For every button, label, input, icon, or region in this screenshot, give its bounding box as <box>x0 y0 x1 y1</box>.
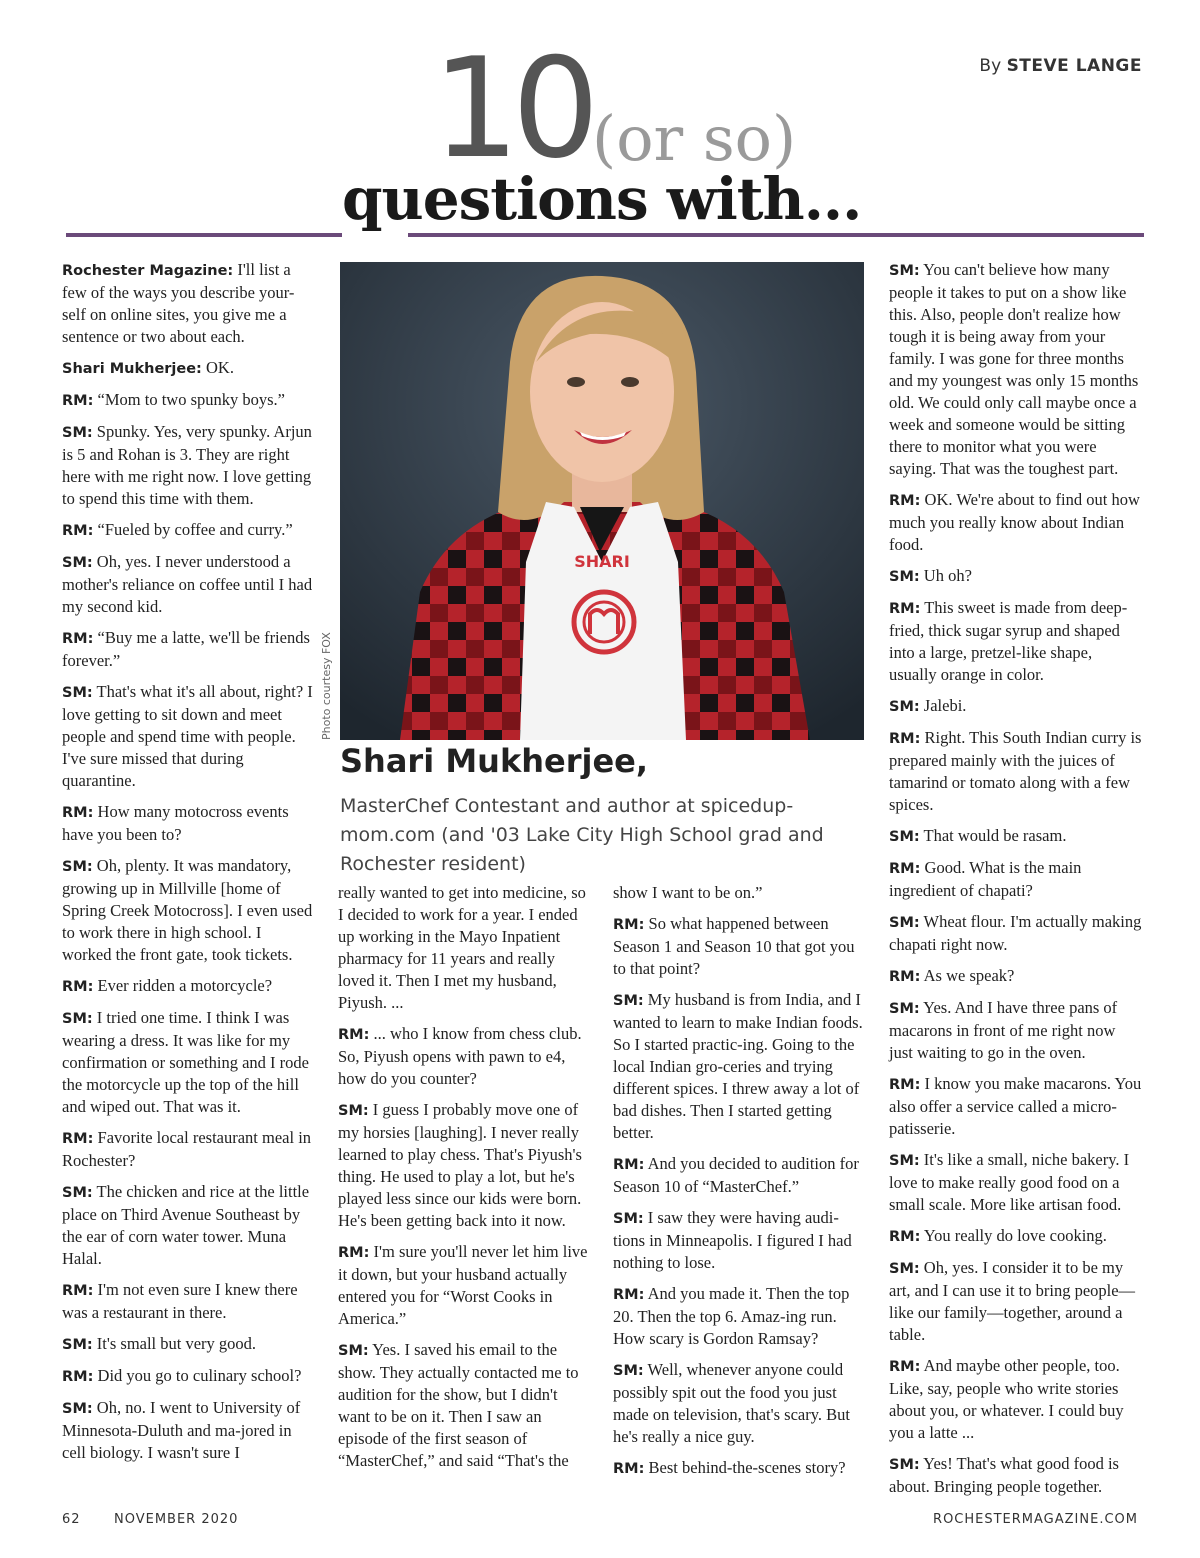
qa-paragraph <box>889 825 1143 848</box>
qa-paragraph <box>889 695 1143 718</box>
qa-text: Best behind-the-scenes story? <box>644 1458 846 1477</box>
speaker-label: RM: <box>889 493 921 509</box>
qa-text: I guess I probably move one of my horsies [laughing]. I never really learned to play chess. That's Piyush's thing. He used to play a lot, but he's played less since our kids were born. He's been getting back into it now. <box>338 1100 582 1230</box>
qa-text: Wheat flour. I'm actually making chapati right now. <box>889 912 1142 954</box>
speaker-label: SM: <box>62 555 93 571</box>
speaker-label: RM: <box>889 1359 921 1375</box>
speaker-label: SM: <box>889 263 920 279</box>
qa-paragraph <box>338 1339 588 1472</box>
photo-credit: Photo courtesy FOX <box>320 632 333 740</box>
qa-text: So what happened between Season 1 and Season 10 that got you to that point? <box>613 914 855 978</box>
qa-paragraph <box>62 681 314 792</box>
qa-text: “Mom to two spunky boys.” <box>93 390 285 409</box>
qa-text: And you decided to audition for Season 10 of “MasterChef.” <box>613 1154 859 1196</box>
qa-paragraph <box>62 389 314 412</box>
qa-paragraph <box>62 519 314 542</box>
speaker-label: Rochester Magazine: <box>62 263 234 279</box>
qa-text: I'll list a few of the ways you describe your-self on online sites, you give me a sentence or two about each. <box>62 260 295 346</box>
qa-paragraph <box>889 597 1143 686</box>
speaker-label: SM: <box>62 1011 93 1027</box>
subject-name: Shari Mukherjee, <box>340 742 649 780</box>
qa-text: And you made it. Then the top 20. Then the top 6. Amaz-ing run. How scary is Gordon Ramsay? <box>613 1284 850 1348</box>
header-rule-right <box>408 233 1144 237</box>
speaker-label: SM: <box>889 915 920 931</box>
speaker-label: SM: <box>613 1363 644 1379</box>
qa-text: Yes. And I have three pans of macarons in front of me right now just waiting to go in the oven. <box>889 998 1118 1062</box>
speaker-label: RM: <box>62 979 94 995</box>
page-number: 62 <box>62 1512 81 1527</box>
qa-paragraph <box>613 1153 867 1198</box>
qa-text: show I want to be on.” <box>613 883 763 902</box>
qa-paragraph <box>62 1333 314 1356</box>
speaker-label: RM: <box>62 393 94 409</box>
headline-main: questions with... <box>342 165 862 233</box>
qa-text: You can't believe how many people it takes to put on a show like this. Also, people don't realize how tough it is being away from your family. I was gone for three months and my youngest was only 15 months old. We could only call maybe once a week and someone would be sitting there to monitor what you were saying. That was the toughest part. <box>889 260 1139 478</box>
qa-text: The chicken and rice at the little place on Third Avenue Southeast by the ear of corn water tower. Muna Halal. <box>62 1182 310 1268</box>
qa-text: ... who I know from chess club. So, Piyush opens with pawn to e4, how do you counter? <box>338 1024 582 1088</box>
qa-paragraph <box>889 1355 1143 1444</box>
qa-text: I'm not even sure I knew there was a restaurant in there. <box>62 1280 298 1322</box>
speaker-label: SM: <box>62 1337 93 1353</box>
speaker-label: RM: <box>889 861 921 877</box>
qa-paragraph <box>889 1257 1143 1346</box>
qa-paragraph <box>889 911 1143 956</box>
speaker-label: SM: <box>889 569 920 585</box>
header-rule-left <box>66 233 342 237</box>
qa-text: I tried one time. I think I was wearing a dress. It was like for my confirmation or something and I rode the motorcycle up the top of the hill and wiped out. That was it. <box>62 1008 309 1116</box>
qa-text: Oh, yes. I consider it to be my art, and I can use it to bring people—like our family—together, around a table. <box>889 1258 1136 1344</box>
qa-text: I'm sure you'll never let him live it down, but your husband actually entered you for “Worst Cooks in America.” <box>338 1242 588 1328</box>
speaker-label: SM: <box>338 1103 369 1119</box>
speaker-label: SM: <box>62 1185 93 1201</box>
qa-text: As we speak? <box>920 966 1015 985</box>
speaker-label: SM: <box>889 1261 920 1277</box>
speaker-label: SM: <box>889 699 920 715</box>
qa-paragraph <box>613 913 867 980</box>
qa-text: Uh oh? <box>919 566 972 585</box>
speaker-label: RM: <box>62 1369 94 1385</box>
qa-text: Favorite local restaurant meal in Rochester? <box>62 1128 312 1170</box>
speaker-label: SM: <box>889 1153 920 1169</box>
qa-paragraph <box>62 1365 314 1388</box>
website-link[interactable]: ROCHESTERMAGAZINE.COM <box>933 1512 1138 1527</box>
qa-paragraph <box>62 1007 314 1118</box>
qa-paragraph <box>62 975 314 998</box>
qa-text: This sweet is made from deep-fried, thick sugar syrup and shaped into a large, pretzel-like shape, usually orange in color. <box>889 598 1128 684</box>
speaker-label: RM: <box>338 1245 370 1261</box>
headline-number: 10 <box>432 28 592 189</box>
speaker-label: RM: <box>613 1287 645 1303</box>
qa-paragraph <box>889 1073 1143 1140</box>
speaker-label: RM: <box>613 1461 645 1477</box>
qa-paragraph <box>889 259 1143 480</box>
qa-text: Oh, no. I went to University of Minnesota-Duluth and ma-jored in cell biology. I wasn't sure I <box>62 1398 301 1462</box>
qa-paragraph <box>338 1241 588 1330</box>
qa-text: That would be rasam. <box>919 826 1067 845</box>
speaker-label: SM: <box>338 1343 369 1359</box>
qa-text: That's what it's all about, right? I love getting to sit down and meet people and spend time with people. I've sure missed that during quarantine. <box>62 682 313 790</box>
qa-paragraph <box>62 801 314 846</box>
speaker-label: RM: <box>62 523 94 539</box>
speaker-label: SM: <box>889 1457 920 1473</box>
qa-paragraph <box>613 1283 867 1350</box>
qa-paragraph <box>889 997 1143 1064</box>
headline-aside: (or so) <box>592 102 797 175</box>
qa-paragraph <box>62 1127 314 1172</box>
qa-paragraph <box>889 727 1143 816</box>
qa-paragraph <box>889 857 1143 902</box>
issue-date: NOVEMBER 2020 <box>114 1512 239 1527</box>
qa-text: Well, whenever anyone could possibly spit out the food you just made on television, that's scary. But he's really a nice guy. <box>613 1360 850 1446</box>
speaker-label: RM: <box>889 731 921 747</box>
qa-text: I know you make macarons. You also offer a service called a micro-patisserie. <box>889 1074 1142 1138</box>
qa-text: Good. What is the main ingredient of chapati? <box>889 858 1082 900</box>
qa-text: It's like a small, niche bakery. I love to make really good food on a small scale. More like artisan food. <box>889 1150 1130 1214</box>
headline <box>0 30 1200 250</box>
qa-paragraph <box>338 1023 588 1090</box>
portrait-photo <box>340 262 864 740</box>
qa-text: Right. This South Indian curry is prepared mainly with the juices of tamarind or tomato along with a few spices. <box>889 728 1142 814</box>
qa-text: Ever ridden a motorcycle? <box>93 976 273 995</box>
qa-paragraph <box>889 1453 1143 1498</box>
speaker-label: RM: <box>613 1157 645 1173</box>
subject-description: MasterChef Contestant and author at spicedup-mom.com (and '03 Lake City High School grad and Rochester resident) <box>340 795 824 875</box>
apron-label: SHARI <box>574 552 630 571</box>
speaker-label: RM: <box>889 601 921 617</box>
speaker-label: SM: <box>62 425 93 441</box>
qa-text: “Buy me a latte, we'll be friends forever.” <box>62 628 310 670</box>
qa-paragraph <box>613 882 867 904</box>
qa-paragraph <box>613 989 867 1144</box>
qa-text: You really do love cooking. <box>920 1226 1107 1245</box>
speaker-label: RM: <box>338 1027 370 1043</box>
speaker-label: SM: <box>889 1001 920 1017</box>
qa-text: And maybe other people, too. Like, say, people who write stories about you, or whatever. I could buy you a latte ... <box>889 1356 1124 1442</box>
qa-paragraph <box>62 421 314 510</box>
speaker-label: RM: <box>62 1283 94 1299</box>
qa-paragraph <box>889 1225 1143 1248</box>
qa-paragraph <box>889 489 1143 556</box>
speaker-label: RM: <box>613 917 645 933</box>
qa-text: I saw they were having audi-tions in Minneapolis. I figured I had nothing to lose. <box>613 1208 852 1272</box>
qa-text: Oh, plenty. It was mandatory, growing up in Millville [home of Spring Creek Motocross]. I even used to work there in high school. I worked the front gate, took tickets. <box>62 856 313 964</box>
speaker-label: RM: <box>62 805 94 821</box>
speaker-label: SM: <box>62 685 93 701</box>
speaker-label: SM: <box>62 859 93 875</box>
qa-paragraph <box>613 1457 867 1480</box>
qa-text: OK. We're about to find out how much you really know about Indian food. <box>889 490 1140 554</box>
speaker-label: SM: <box>613 993 644 1009</box>
qa-paragraph <box>338 882 588 1014</box>
speaker-label: SM: <box>62 1401 93 1417</box>
qa-text: My husband is from India, and I wanted to learn to make Indian foods. So I started practic-ing. Going to the local Indian gro-ceries and trying different spices. I threw away a lot of bad dishes. Then I started getting better. <box>613 990 863 1142</box>
qa-paragraph <box>889 1149 1143 1216</box>
qa-text: Yes. I saved his email to the show. They actually contacted me to audition for the show, but I didn't want to be on it. Then I saw an episode of the first season of “MasterChef,” and said “That's the <box>338 1340 579 1470</box>
qa-paragraph <box>62 855 314 966</box>
qa-paragraph <box>62 551 314 618</box>
byline-author: STEVE LANGE <box>1006 56 1142 76</box>
portrait-illustration <box>340 262 864 740</box>
speaker-label: RM: <box>62 631 94 647</box>
qa-paragraph <box>338 1099 588 1232</box>
speaker-label: RM: <box>889 969 921 985</box>
qa-paragraph <box>62 1181 314 1270</box>
qa-text: Yes! That's what good food is about. Bringing people together. <box>889 1454 1119 1496</box>
column-1 <box>62 259 314 1473</box>
qa-paragraph <box>889 965 1143 988</box>
qa-text: “Fueled by coffee and curry.” <box>93 520 293 539</box>
qa-text: Did you go to culinary school? <box>93 1366 302 1385</box>
qa-text: really wanted to get into medicine, so I decided to work for a year. I ended up working in the Mayo Inpatient pharmacy for 11 years and really loved it. Then I met my husband, Piyush. ... <box>338 883 586 1012</box>
qa-paragraph <box>889 565 1143 588</box>
speaker-label: RM: <box>62 1131 94 1147</box>
qa-paragraph <box>62 1279 314 1324</box>
qa-paragraph <box>62 357 314 380</box>
column-2 <box>338 882 588 1481</box>
speaker-label: RM: <box>889 1077 921 1093</box>
qa-text: Jalebi. <box>919 696 967 715</box>
speaker-label: SM: <box>613 1211 644 1227</box>
qa-paragraph <box>62 1397 314 1464</box>
speaker-label: Shari Mukherjee: <box>62 361 202 377</box>
speaker-label: RM: <box>889 1229 921 1245</box>
qa-text: How many motocross events have you been to? <box>62 802 289 844</box>
qa-text: Oh, yes. I never understood a mother's reliance on coffee until I had my second kid. <box>62 552 313 616</box>
byline-prefix: By <box>979 56 1002 76</box>
qa-paragraph <box>62 627 314 672</box>
column-4 <box>889 259 1143 1507</box>
qa-text: OK. <box>201 358 234 377</box>
qa-text: Spunky. Yes, very spunky. Arjun is 5 and Rohan is 3. They are right here with me right now. I love getting to spend this time with them. <box>62 422 312 508</box>
qa-paragraph <box>613 1359 867 1448</box>
speaker-label: SM: <box>889 829 920 845</box>
column-3 <box>613 882 867 1489</box>
qa-text: It's small but very good. <box>92 1334 257 1353</box>
qa-paragraph <box>613 1207 867 1274</box>
qa-paragraph <box>62 259 314 348</box>
